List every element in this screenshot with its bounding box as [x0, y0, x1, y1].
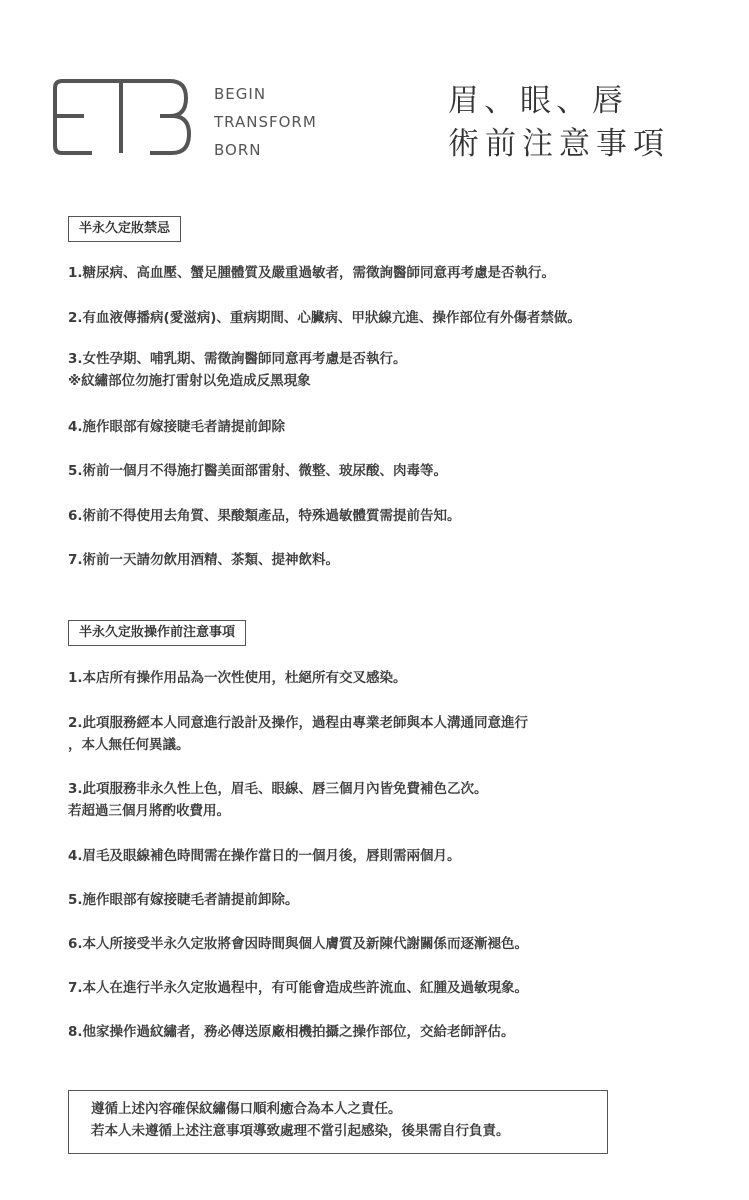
list-item-text: 8.他家操作過紋繡者，務必傳送原廠相機拍攝之操作部位，交給老師評估。: [68, 1024, 515, 1040]
list-item-text: 2.此項服務經本人同意進行設計及操作，過程由專業老師與本人溝通同意進行: [68, 715, 529, 731]
list-item: [68, 549, 339, 571]
list-item: [68, 348, 407, 392]
section-label-precautions: 半永久定妝操作前注意事項: [68, 620, 246, 646]
list-item-text: 6.術前不得使用去角質、果酸類產品，特殊過敏體質需提前告知。: [68, 508, 461, 524]
list-item: [68, 262, 555, 284]
page-title: [448, 80, 670, 166]
list-item-text-cont: 若超過三個月將酌收費用。: [68, 803, 230, 819]
tagline-begin: BEGIN: [214, 85, 267, 103]
list-item-text: 4.施作眼部有嫁接睫毛者請提前卸除: [68, 419, 286, 435]
list-item: [68, 845, 461, 867]
responsibility-notice: [68, 1090, 608, 1154]
list-item: [68, 667, 407, 689]
header: [0, 0, 749, 200]
list-item-text: 3.女性孕期、哺乳期、需徵詢醫師同意再考慮是否執行。: [68, 351, 407, 367]
list-item-text: 1.本店所有操作用品為一次性使用，杜絕所有交叉感染。: [68, 670, 407, 686]
list-item-text: 4.眉毛及眼線補色時間需在操作當日的一個月後，唇則需兩個月。: [68, 848, 461, 864]
list-item-text: 5.術前一個月不得施打醫美面部雷射、微整、玻尿酸、肉毒等。: [68, 463, 448, 479]
list-item-text: 3.此項服務非永久性上色，眉毛、眼線、唇三個月內皆免費補色乙次。: [68, 781, 488, 797]
list-item: [68, 460, 447, 482]
title-line-2: 術前注意事項: [448, 126, 670, 162]
list-item: [68, 505, 461, 527]
section-label-contraindications: 半永久定妝禁忌: [68, 216, 181, 242]
list-item-text-cont: ，本人無任何異議。: [68, 737, 190, 753]
notice-line-2: 若本人未遵循上述注意事項導致處理不當引起感染，後果需自行負責。: [91, 1123, 510, 1139]
tagline-born: BORN: [214, 141, 262, 159]
list-item: [68, 1021, 515, 1043]
title-line-1: 眉、眼、唇: [448, 83, 628, 119]
tagline-transform: TRANSFORM: [214, 113, 317, 131]
list-item: [68, 778, 488, 822]
list-item-text: 2.有血液傳播病(愛滋病)、重病期間、心臟病、甲狀線亢進、操作部位有外傷者禁做。: [68, 310, 581, 326]
list-item-text: 5.施作眼部有嫁接睫毛者請提前卸除。: [68, 892, 299, 908]
brand-tagline: [214, 80, 317, 164]
notice-line-1: 遵循上述內容確保紋繡傷口順利癒合為本人之責任。: [91, 1101, 402, 1117]
list-item-text: 7.本人在進行半永久定妝過程中，有可能會造成些許流血、紅腫及過敏現象。: [68, 980, 529, 996]
etb-logo: [52, 78, 192, 156]
list-item: [68, 712, 528, 756]
list-item-note: ※紋繡部位勿施打雷射以免造成反黑現象: [68, 373, 311, 389]
list-item-text: 6.本人所接受半永久定妝將會因時間與個人膚質及新陳代謝關係而逐漸褪色。: [68, 936, 529, 952]
list-item: [68, 416, 285, 438]
list-item: [68, 933, 528, 955]
list-item: [68, 977, 528, 999]
list-item-text: 1.糖尿病、高血壓、蟹足腫體質及嚴重過敏者，需徵詢醫師同意再考慮是否執行。: [68, 265, 556, 281]
list-item: [68, 307, 581, 329]
list-item: [68, 889, 299, 911]
list-item-text: 7.術前一天請勿飲用酒精、茶類、提神飲料。: [68, 552, 340, 568]
